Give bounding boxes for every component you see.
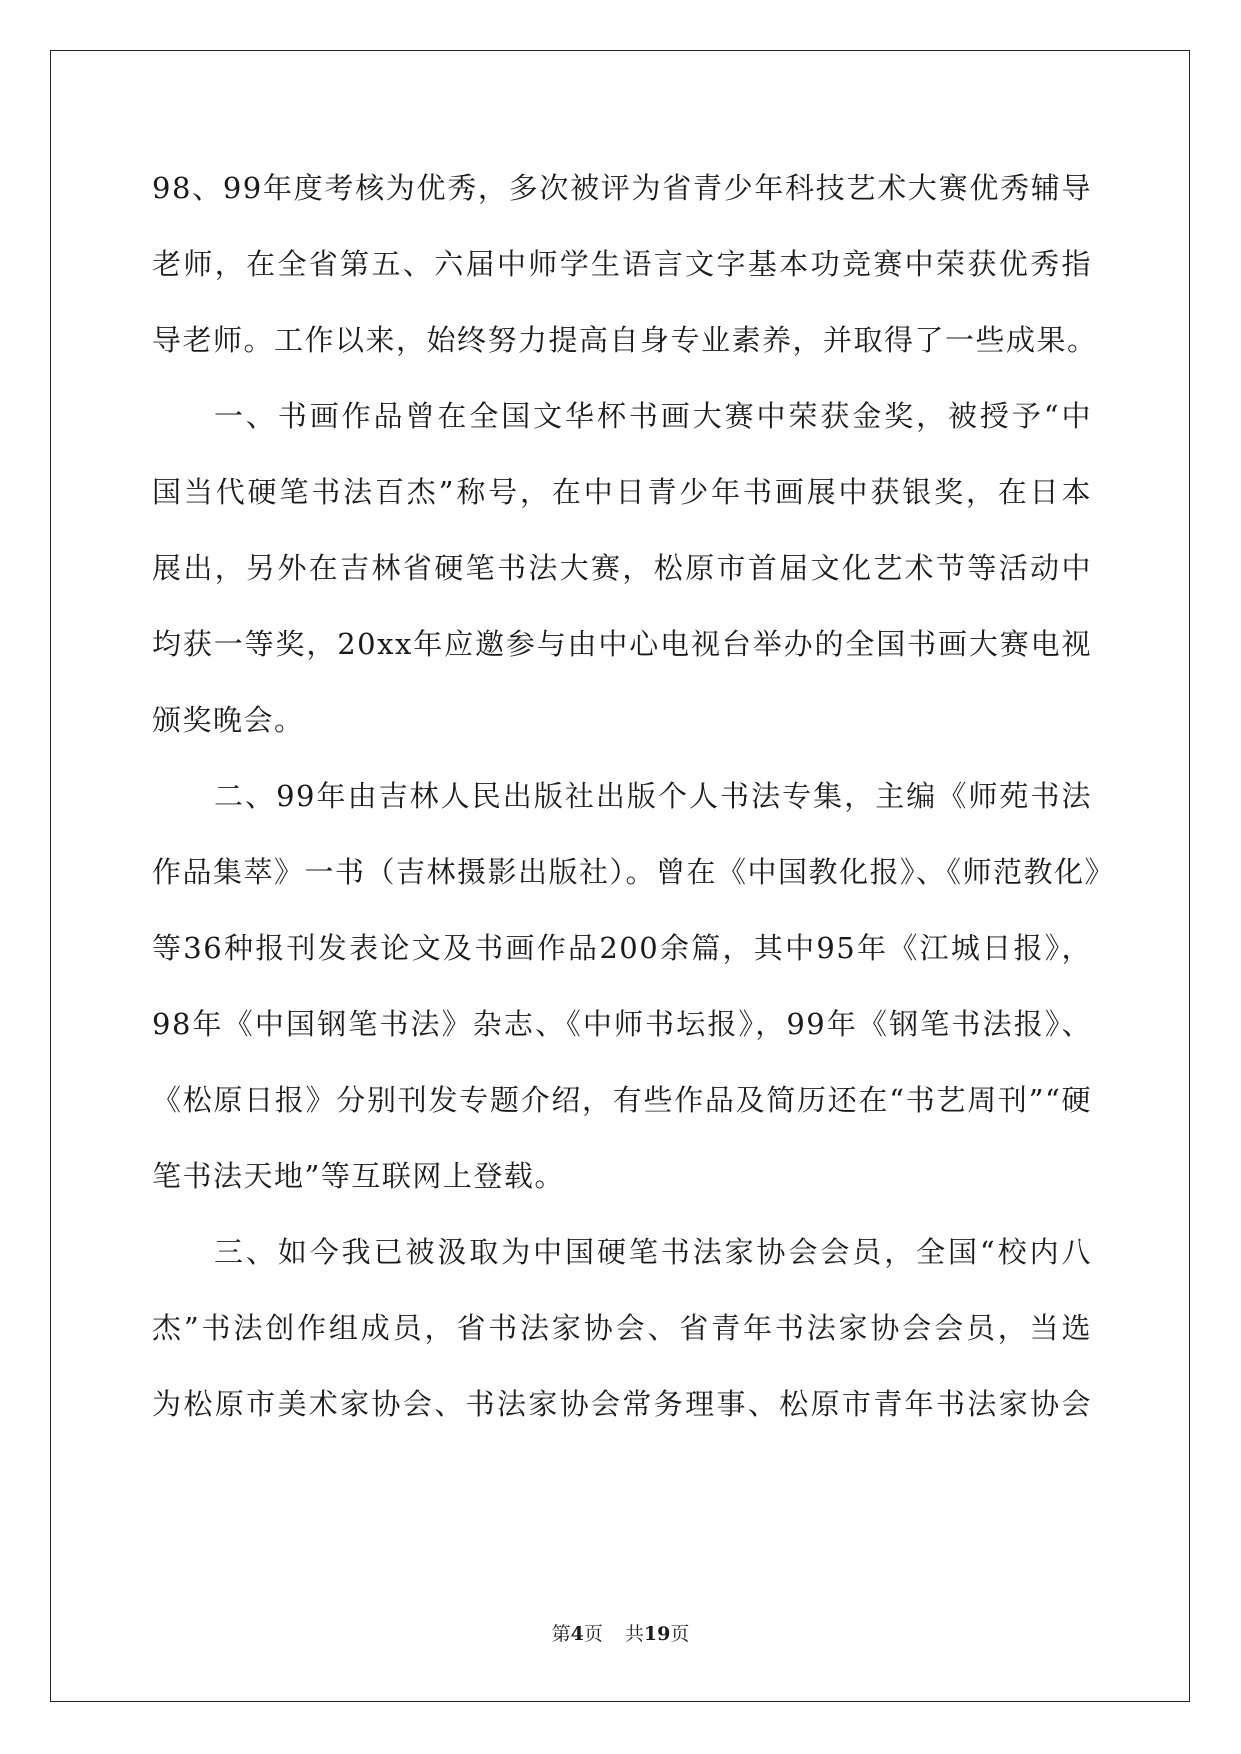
paragraph-end-line: 笔书法天地”等互联网上登载。: [152, 1159, 565, 1193]
current-page-number: 4: [570, 1623, 584, 1645]
paragraph-start-line: 一、书画作品曾在全国文华杯书画大赛中荣获金奖，被授予“中: [214, 399, 1092, 433]
text-line: 杰”书法创作组成员，省书法家协会、省青年书法家协会会员，当选: [152, 1311, 1092, 1345]
total-suffix: 页: [670, 1623, 690, 1645]
text-line: 《松原日报》分别刊发专题介绍，有些作品及简历还在“书艺周刊”“硬: [152, 1083, 1092, 1117]
text-line: 98年《中国钢笔书法》杂志、《中师书坛报》，99年《钢笔书法报》、: [152, 1007, 1092, 1041]
text-line: 展出，另外在吉林省硬笔书法大赛，松原市首届文化艺术节等活动中: [152, 551, 1092, 585]
text-line: 等36种报刊发表论文及书画作品200余篇，其中95年《江城日报》，: [152, 931, 1092, 965]
text-line: 98、99年度考核为优秀，多次被评为省青少年科技艺术大赛优秀辅导: [152, 171, 1092, 205]
paragraph-end-line: 颁奖晚会。: [152, 703, 305, 737]
total-prefix: 共: [624, 1623, 644, 1645]
text-line: 为松原市美术家协会、书法家协会常务理事、松原市青年书法家协会: [152, 1387, 1092, 1421]
paragraph-start-line: 二、99年由吉林人民出版社出版个人书法专集，主编《师苑书法: [214, 779, 1092, 813]
page-suffix: 页: [583, 1623, 603, 1645]
page-prefix: 第: [551, 1623, 571, 1645]
document-body: [152, 168, 1116, 1460]
text-line: 作品集萃》一书（吉林摄影出版社）。曾在《中国教化报》、《师范教化》: [152, 855, 1116, 889]
page-number-footer: [0, 1619, 1241, 1646]
paragraph-start-line: 三、如今我已被汲取为中国硬笔书法家协会会员，全国“校内八: [214, 1235, 1092, 1269]
text-line: 国当代硬笔书法百杰”称号，在中日青少年书画展中获银奖，在日本: [152, 475, 1092, 509]
text-line: 均获一等奖，20xx年应邀参与由中心电视台举办的全国书画大赛电视: [152, 627, 1092, 661]
text-line: 导老师。工作以来，始终努力提高自身专业素养，并取得了一些成果。: [152, 323, 1098, 357]
text-line: 老师，在全省第五、六届中师学生语言文字基本功竞赛中荣获优秀指: [152, 247, 1092, 281]
total-page-count: 19: [643, 1623, 671, 1645]
